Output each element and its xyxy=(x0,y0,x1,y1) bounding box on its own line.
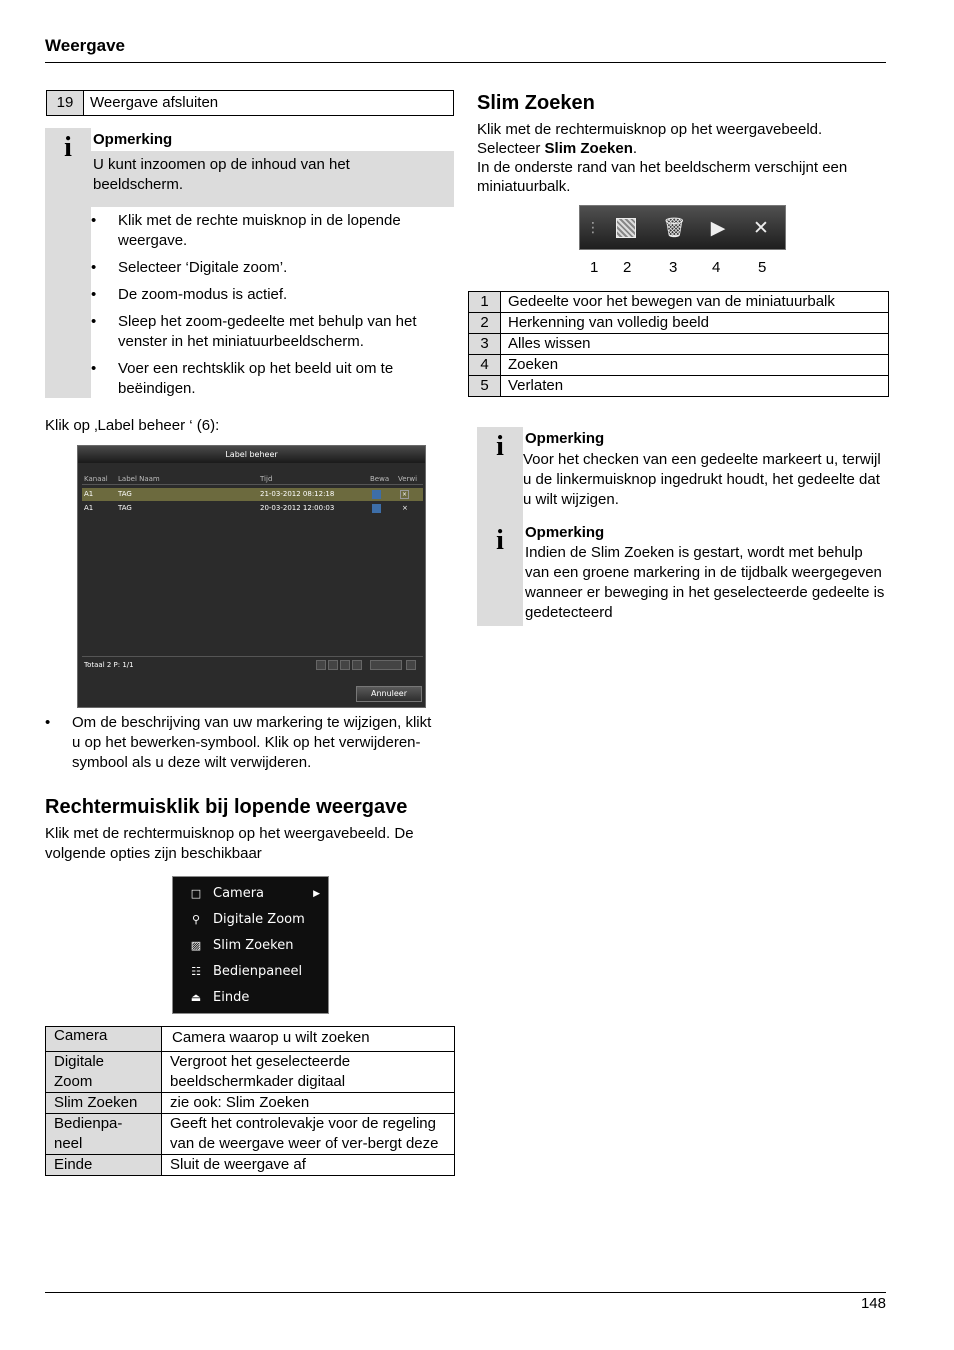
note-sidebar xyxy=(477,427,523,626)
option-value: zie ook: Slim Zoeken xyxy=(162,1093,455,1114)
option-key: Camera xyxy=(46,1027,162,1052)
option-key: Digitale Zoom xyxy=(46,1052,162,1093)
first-page-icon[interactable] xyxy=(316,660,326,670)
drag-handle-icon[interactable]: ⋮ xyxy=(586,220,600,236)
legend-label: Herkenning van volledig beeld xyxy=(501,313,889,334)
toolbar-number: 5 xyxy=(758,259,767,276)
legend-label: Zoeken xyxy=(501,355,889,376)
note-title: Opmerking xyxy=(525,430,605,447)
list-item: • Voer een rechtsklik op het beeld uit om te beëindigen. xyxy=(91,359,451,399)
row-label: Weergave afsluiten xyxy=(84,91,454,116)
total-pages: Totaal 2 P: 1/1 xyxy=(84,661,134,669)
option-value: Geeft het controlevakje voor de regeling van de weergave weer of ver-bergt deze xyxy=(162,1114,455,1155)
go-page-icon[interactable] xyxy=(406,660,416,670)
cell-label: TAG xyxy=(118,490,132,498)
info-icon: i xyxy=(496,525,504,556)
option-key: Bedienpa-neel xyxy=(46,1114,162,1155)
zoom-icon: ⚲ xyxy=(191,913,201,926)
list-item: • Om de beschrijving van uw markering te wijzigen, klikt u op het bewerken-symbool. Klik op het verwijderen-symbool als u deze wilt verwijderen. xyxy=(45,713,435,773)
thumbnail-toolbar xyxy=(579,205,786,250)
toolbar-number: 1 xyxy=(590,259,599,276)
dialog-title: Label beheer xyxy=(78,446,425,463)
column-header: Tijd xyxy=(260,475,273,483)
legend-label: Alles wissen xyxy=(501,334,889,355)
menu-item-camera[interactable] xyxy=(173,881,328,907)
chevron-right-icon: ▶ xyxy=(313,889,320,899)
delete-icon[interactable]: × xyxy=(402,504,408,512)
menu-options-table xyxy=(45,1026,455,1176)
text-suffix: . xyxy=(632,140,638,157)
slim-text-line: Klik met de rechtermuisknop op het weergavebeeld. xyxy=(477,121,823,138)
legend-label: Verlaten xyxy=(501,376,889,397)
section-text: Klik met de rechtermuisknop op het weergavebeeld. De volgende opties zijn beschikbaar xyxy=(45,825,414,862)
cell-channel: A1 xyxy=(84,490,94,498)
toolbar-number: 2 xyxy=(623,259,632,276)
text-prefix: Selecteer xyxy=(477,140,545,157)
slim-text-line: In de onderste rand van het beeldscherm verschijnt een miniatuurbalk. xyxy=(477,159,848,195)
text-bold: Slim Zoeken xyxy=(544,140,633,157)
section-heading: Slim Zoeken xyxy=(477,92,595,114)
close-icon[interactable]: ✕ xyxy=(753,217,769,239)
header-divider xyxy=(45,62,886,63)
list-item: • Sleep het zoom-gedeelte met behulp van het venster in het miniatuurbeeldscherm. xyxy=(91,312,451,352)
slim-text-line xyxy=(477,139,887,158)
row-number: 19 xyxy=(47,91,84,116)
legend-label: Gedeelte voor het bewegen van de miniatuurbalk xyxy=(501,292,889,313)
next-page-icon[interactable] xyxy=(340,660,350,670)
legend-number: 4 xyxy=(469,355,501,376)
table-row19 xyxy=(46,90,454,116)
menu-item-label: Slim Zoeken xyxy=(213,938,294,953)
edit-icon[interactable] xyxy=(372,504,381,513)
edit-icon[interactable] xyxy=(372,490,381,499)
menu-item-label: Bedienpaneel xyxy=(213,964,303,979)
menu-item-control-panel[interactable] xyxy=(173,959,328,985)
exit-icon: ⏏ xyxy=(190,991,202,1004)
note-sidebar xyxy=(45,128,91,398)
column-header: Bewa xyxy=(370,475,390,483)
control-panel-icon: ☷ xyxy=(191,965,201,978)
note-title: Opmerking xyxy=(93,131,173,148)
cell-time: 21-03-2012 08:12:18 xyxy=(260,490,335,498)
list-item: • Klik met de rechte muisknop in de lopende weergave. xyxy=(91,211,451,251)
legend-number: 1 xyxy=(469,292,501,313)
camera-icon: □ xyxy=(190,887,202,900)
context-menu xyxy=(172,876,329,1014)
menu-item-label: Digitale Zoom xyxy=(213,912,305,927)
option-value: Camera waarop u wilt zoeken xyxy=(162,1027,455,1052)
trash-icon[interactable]: 🗑 xyxy=(662,217,687,239)
menu-item-label: Einde xyxy=(213,990,250,1005)
option-value: Vergroot het geselecteerde beeldschermkader digitaal xyxy=(162,1052,455,1093)
edit-bullet-list xyxy=(45,713,435,780)
footer-divider xyxy=(45,1292,886,1293)
menu-item-label: Camera xyxy=(213,886,265,901)
menu-item-digital-zoom[interactable] xyxy=(173,907,328,933)
note-text: U kunt inzoomen op de inhoud van het beeldscherm. xyxy=(93,156,350,193)
picture-icon: ▨ xyxy=(190,939,202,952)
info-icon: i xyxy=(496,431,504,462)
option-key: Einde xyxy=(46,1155,162,1176)
table-row[interactable] xyxy=(82,488,423,501)
list-item: • De zoom-modus is actief. xyxy=(91,285,451,305)
note-text: Voor het checken van een gedeelte markeert u, terwijl u de linkermuisknop ingedrukt houdt, het gedeelte dat u wilt wijzigen. xyxy=(523,451,881,508)
page-input[interactable] xyxy=(370,660,402,670)
legend-number: 5 xyxy=(469,376,501,397)
play-icon[interactable]: ▶ xyxy=(710,217,726,239)
note-text: Indien de Slim Zoeken is gestart, wordt met behulp van een groene markering in de tijdbalk weergegeven wanneer er beweging in het geselecteerde gedeelte is gedetecteerd xyxy=(525,544,885,621)
cell-channel: A1 xyxy=(84,504,94,512)
menu-item-exit[interactable] xyxy=(173,985,328,1011)
last-page-icon[interactable] xyxy=(352,660,362,670)
slim-intro xyxy=(477,120,887,196)
legend-number: 3 xyxy=(469,334,501,355)
note-bullet-list xyxy=(91,211,451,406)
label-intro-text: Klik op ‚Label beheer ‘ (6): xyxy=(45,417,220,434)
column-header: Verwi xyxy=(398,475,418,483)
toolbar-number: 3 xyxy=(669,259,678,276)
prev-page-icon[interactable] xyxy=(328,660,338,670)
cell-time: 20-03-2012 12:00:03 xyxy=(260,504,335,512)
toolbar-number: 4 xyxy=(712,259,721,276)
section-heading: Rechtermuisklik bij lopende weergave xyxy=(45,796,408,818)
dialog-column-header xyxy=(82,473,423,485)
column-header: Label Naam xyxy=(118,475,160,483)
cell-label: TAG xyxy=(118,504,132,512)
delete-icon[interactable]: × xyxy=(401,491,408,498)
page-number: 148 xyxy=(860,1295,886,1312)
table-row[interactable] xyxy=(82,502,423,515)
column-header: Kanaal xyxy=(84,475,108,483)
option-key: Slim Zoeken xyxy=(46,1093,162,1114)
option-value: Sluit de weergave af xyxy=(162,1155,455,1176)
toolbar-legend-table xyxy=(468,291,889,397)
dialog-footer xyxy=(82,656,423,672)
legend-number: 2 xyxy=(469,313,501,334)
info-icon: i xyxy=(64,132,72,163)
cancel-button[interactable]: Annuleer xyxy=(356,686,422,702)
full-screen-detect-icon[interactable] xyxy=(616,216,638,240)
menu-item-smart-search[interactable] xyxy=(173,933,328,959)
label-manager-dialog xyxy=(77,445,426,708)
note-title: Opmerking xyxy=(525,524,605,541)
page-header-title: Weergave xyxy=(45,36,126,55)
list-item: • Selecteer ‘Digitale zoom’. xyxy=(91,258,451,278)
